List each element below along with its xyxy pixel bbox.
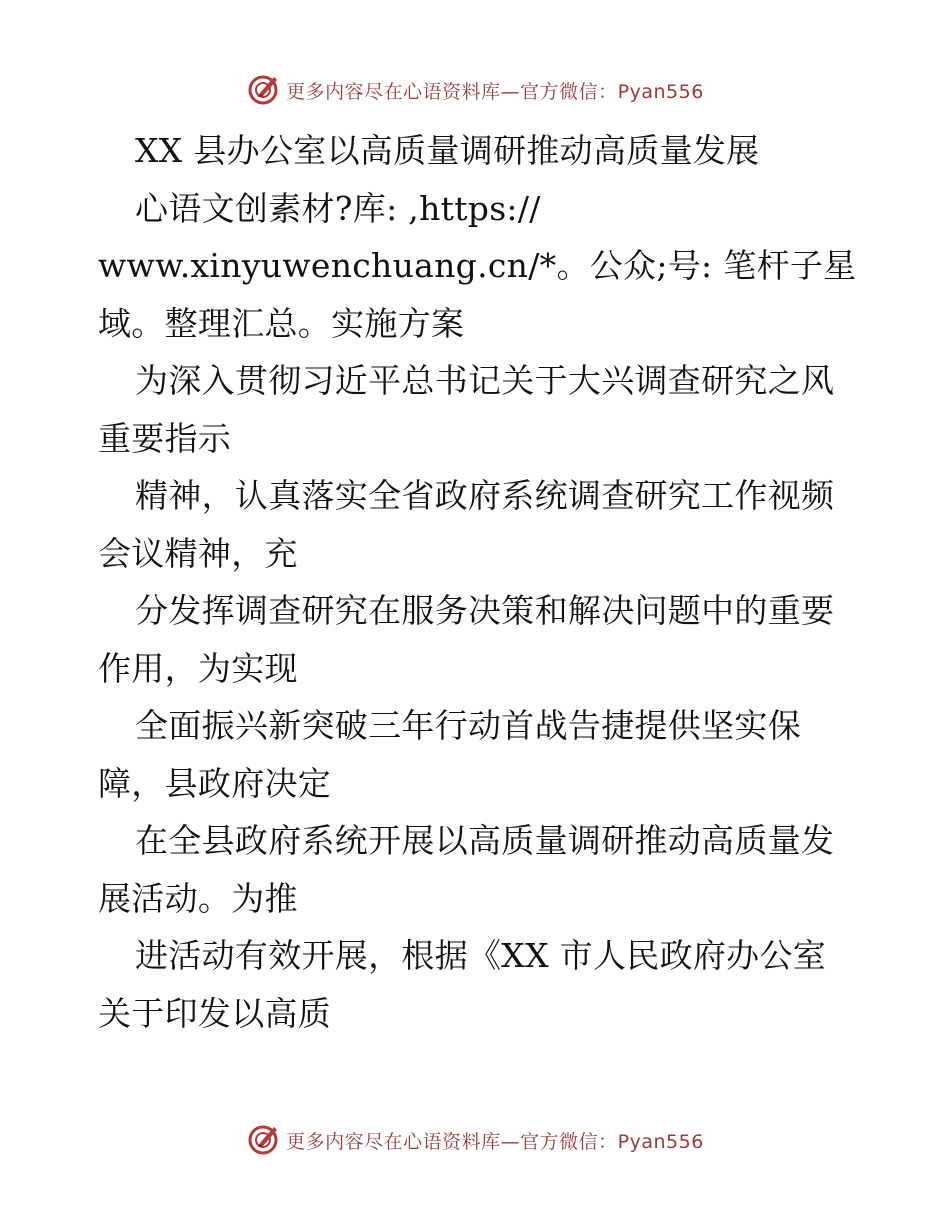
document-line: 关于印发以高质 <box>98 993 332 1033</box>
banner-text: 更多内容尽在心语资料库—官方微信：Pyan556 <box>286 1130 704 1153</box>
banner-text: 更多内容尽在心语资料库—官方微信：Pyan556 <box>286 80 704 103</box>
document-line: 分发挥调查研究在服务决策和解决问题中的重要 <box>135 591 835 630</box>
document-line: 心语文创素材?库: ,https:// <box>135 188 541 228</box>
document-line: 进活动有效开展，根据《XX 市人民政府办公室 <box>135 936 827 975</box>
footer-watermark-banner <box>0 1120 950 1160</box>
document-body <box>98 122 858 1042</box>
header-watermark-banner <box>0 70 950 110</box>
document-line: 展活动。为推 <box>98 878 298 918</box>
document-line: 障，县政府决定 <box>98 763 332 803</box>
pen-nib-circle-icon <box>246 1123 280 1157</box>
document-line: 域。整理汇总。实施方案 <box>98 303 465 343</box>
document-line: www.xinyuwenchuang.cn/*。公众;号: 笔杆子星 <box>98 246 857 285</box>
document-line: 会议精神，充 <box>98 533 298 573</box>
document-line: 为深入贯彻习近平总书记关于大兴调查研究之风 <box>135 361 835 400</box>
pen-nib-circle-icon <box>246 73 280 107</box>
document-line: 作用，为实现 <box>98 648 298 688</box>
document-line: 精神，认真落实全省政府系统调查研究工作视频 <box>135 476 835 515</box>
document-line: 全面振兴新突破三年行动首战告捷提供坚实保 <box>135 706 801 745</box>
document-line: XX 县办公室以高质量调研推动高质量发展 <box>135 131 760 170</box>
document-line: 在全县政府系统开展以高质量调研推动高质量发 <box>135 821 835 860</box>
document-line: 重要指示 <box>98 418 232 458</box>
